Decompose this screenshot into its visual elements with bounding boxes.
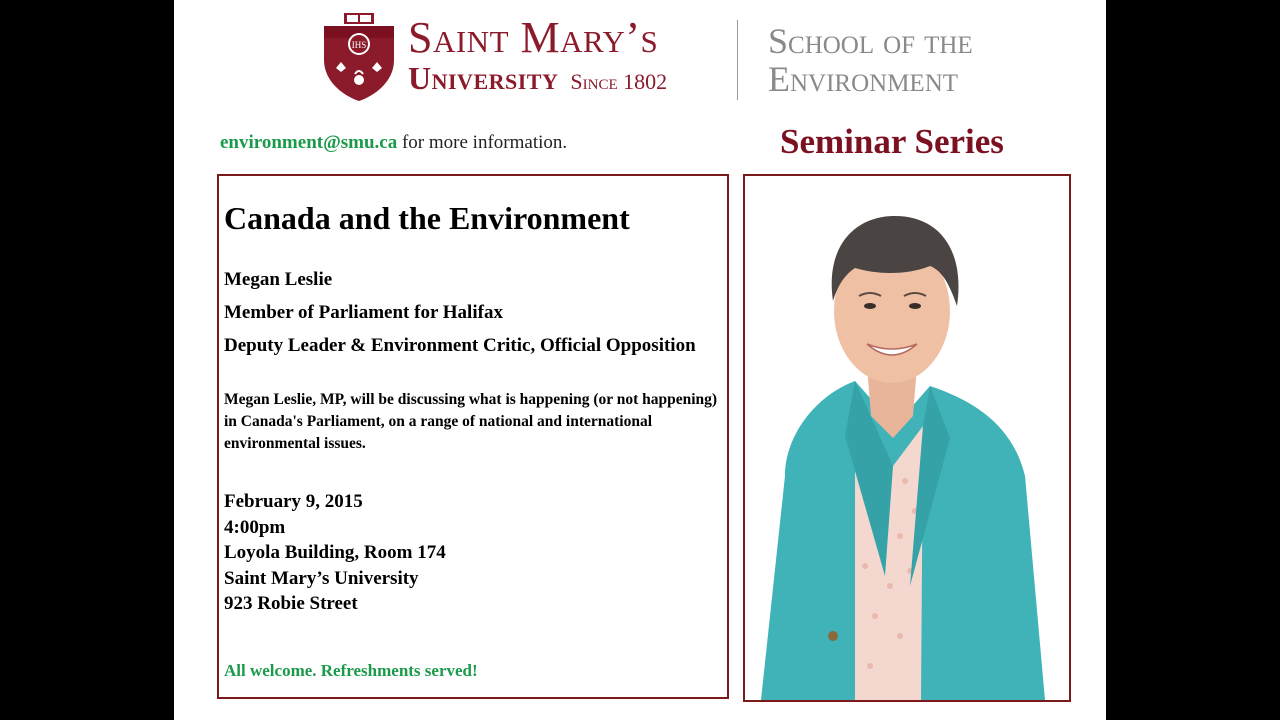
- event-description: Megan Leslie, MP, will be discussing what is happening (or not happening) in Canada's Parliament, on a range of national and international environmental issues.: [224, 391, 718, 452]
- event-location: Loyola Building, Room 174: [224, 542, 446, 563]
- speaker-role-1: Member of Parliament for Halifax: [224, 302, 503, 323]
- event-title: Canada and the Environment: [224, 200, 630, 236]
- info-suffix: for more information.: [401, 132, 568, 153]
- speaker-info: [224, 263, 727, 362]
- university-crest-icon: [322, 12, 396, 102]
- university-name-line2: University: [408, 60, 559, 96]
- speaker-role-2: Deputy Leader & Environment Critic, Official Opposition: [224, 335, 696, 356]
- speaker-portrait-icon: [745, 176, 1069, 700]
- event-time: 4:00pm: [224, 516, 286, 538]
- header-divider: [737, 20, 738, 100]
- university-since: Since 1802: [570, 69, 668, 94]
- welcome-note: All welcome. Refreshments served!: [224, 661, 478, 680]
- contact-email-link[interactable]: environment@smu.ca: [220, 132, 398, 153]
- school-name-line2: Environment: [768, 59, 959, 99]
- event-address: 923 Robie Street: [224, 593, 358, 614]
- crest-monogram: IHS: [351, 40, 367, 50]
- speaker-name: Megan Leslie: [224, 269, 333, 290]
- university-name-line1: Saint Mary’s: [408, 13, 659, 62]
- university-wordmark: [408, 13, 668, 96]
- seminar-poster: [174, 0, 1106, 720]
- speaker-photo: [743, 174, 1071, 702]
- event-institution: Saint Mary’s University: [224, 567, 419, 589]
- event-details-box: [217, 174, 729, 699]
- info-line: [220, 132, 567, 154]
- series-title: Seminar Series: [780, 122, 1004, 161]
- school-name-line1: School of the: [768, 21, 973, 61]
- event-date: February 9, 2015: [224, 491, 363, 512]
- event-logistics: [224, 489, 727, 617]
- school-name: [768, 22, 973, 98]
